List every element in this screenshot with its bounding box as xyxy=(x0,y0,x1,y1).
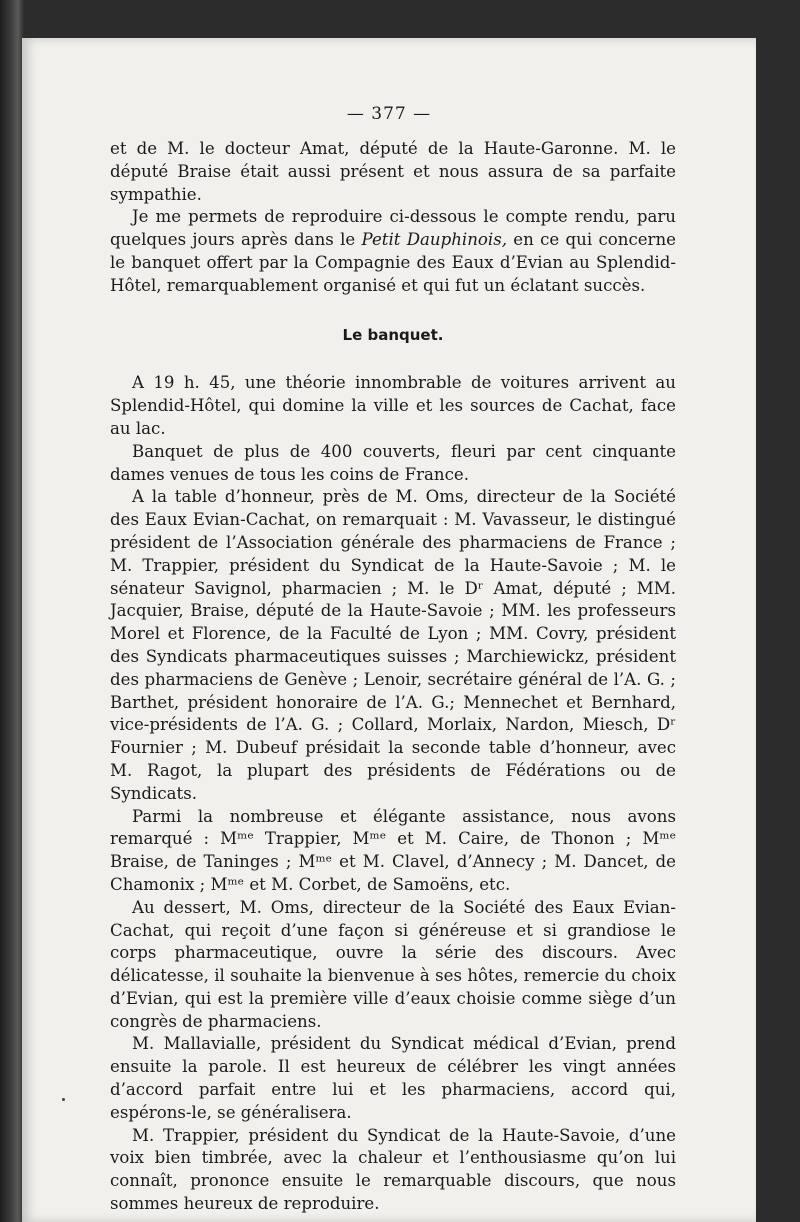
intro-text-start: Je me permets de reproduire ci-dessous le compte rendu, paru quelques jours après dans le xyxy=(110,207,676,250)
paragraph: Banquet de plus de 400 couverts, fleuri par cent cinquante dames venues de tous les coins de France. xyxy=(110,441,676,484)
page-number: — 377 — xyxy=(346,104,432,124)
paragraph: M. Mallavialle, président du Syndicat médical d’Evian, prend ensuite la parole. Il est heureux de célébrer les vingt années d’accord parfait entre lui et les pharmaciens, accord qui, espérons-le, se généralisera. xyxy=(110,1034,676,1122)
page-sheet xyxy=(22,38,756,1222)
ink-speck xyxy=(62,1098,65,1101)
newspaper-title: Petit Dauphinois, xyxy=(361,230,507,250)
intro-text-end: en ce qui concerne le banquet offert par la Compagnie des Eaux d’Evian au Splendid-Hôtel, remarquablement organisé et qui fut un éclatant succès. xyxy=(110,230,676,295)
paragraph: A 19 h. 45, une théorie innombrable de voitures arrivent au Splendid-Hôtel, qui domine la ville et les sources de Cachat, face au lac. xyxy=(110,373,676,438)
paragraph: Parmi la nombreuse et élégante assistance, nous avons remarqué : Mᵐᵉ Trappier, Mᵐᵉ et M. Caire, de Thonon ; Mᵐᵉ Braise, de Taninges ; Mᵐᵉ et M. Clavel, d’Annecy ; M. Dancet, de Chamonix ; Mᵐᵉ et M. Corbet, de Samoëns, etc. xyxy=(110,806,676,894)
body-text xyxy=(110,138,676,1216)
paragraph: Au dessert, M. Oms, directeur de la Société des Eaux Evian-Cachat, qui reçoit d’une façon si généreuse et si grandiose le corps pharmaceutique, ouvre la série des discours. Avec délicatesse, il souhaite la bienvenue à ses hôtes, remercie du choix d’Evian, qui est la première ville d’eaux choisie comme siège d’un congrès de pharmaciens. xyxy=(110,897,676,1031)
paragraph: M. Trappier, président du Syndicat de la Haute-Savoie, d’une voix bien timbrée, avec la chaleur et l’enthousiasme qu’on lui connaît, prononce ensuite le remarquable discours, que nous sommes heureux de reproduire. xyxy=(110,1125,676,1214)
section-heading: Le banquet. xyxy=(342,325,444,344)
paragraph-continuation: et de M. le docteur Amat, député de la Haute-Garonne. M. le député Braise était aussi présent et nous assura de sa parfaite sympathie. xyxy=(110,139,676,204)
paragraph: A la table d’honneur, près de M. Oms, directeur de la Société des Eaux Evian-Cachat, on remarquait : M. Vavasseur, le distingué président de l’Association générale des pharmaciens de France ; M. Trappier, président du Syndicat de la Haute-Savoie ; M. le sénateur Savignol, pharmacien ; M. le Dʳ Amat, député ; MM. Jacquier, Braise, député de la Haute-Savoie ; MM. les professeurs Morel et Florence, de la Faculté de Lyon ; MM. Covry, président des Syndicats pharmaceutiques suisses ; Marchiewickz, président des pharmaciens de Genève ; Lenoir, secrétaire général de l’A. G. ; Barthet, président honoraire de l’A. G.; Mennechet et Bernhard, vice-présidents de l’A. G. ; Collard, Morlaix, Nardon, Miesch, Dʳ Fournier ; M. Dubeuf présidait la seconde table d’honneur, avec M. Ragot, la plupart des présidents de Fédérations ou de Syndicats. xyxy=(110,487,676,803)
paragraph-intro xyxy=(110,206,676,297)
